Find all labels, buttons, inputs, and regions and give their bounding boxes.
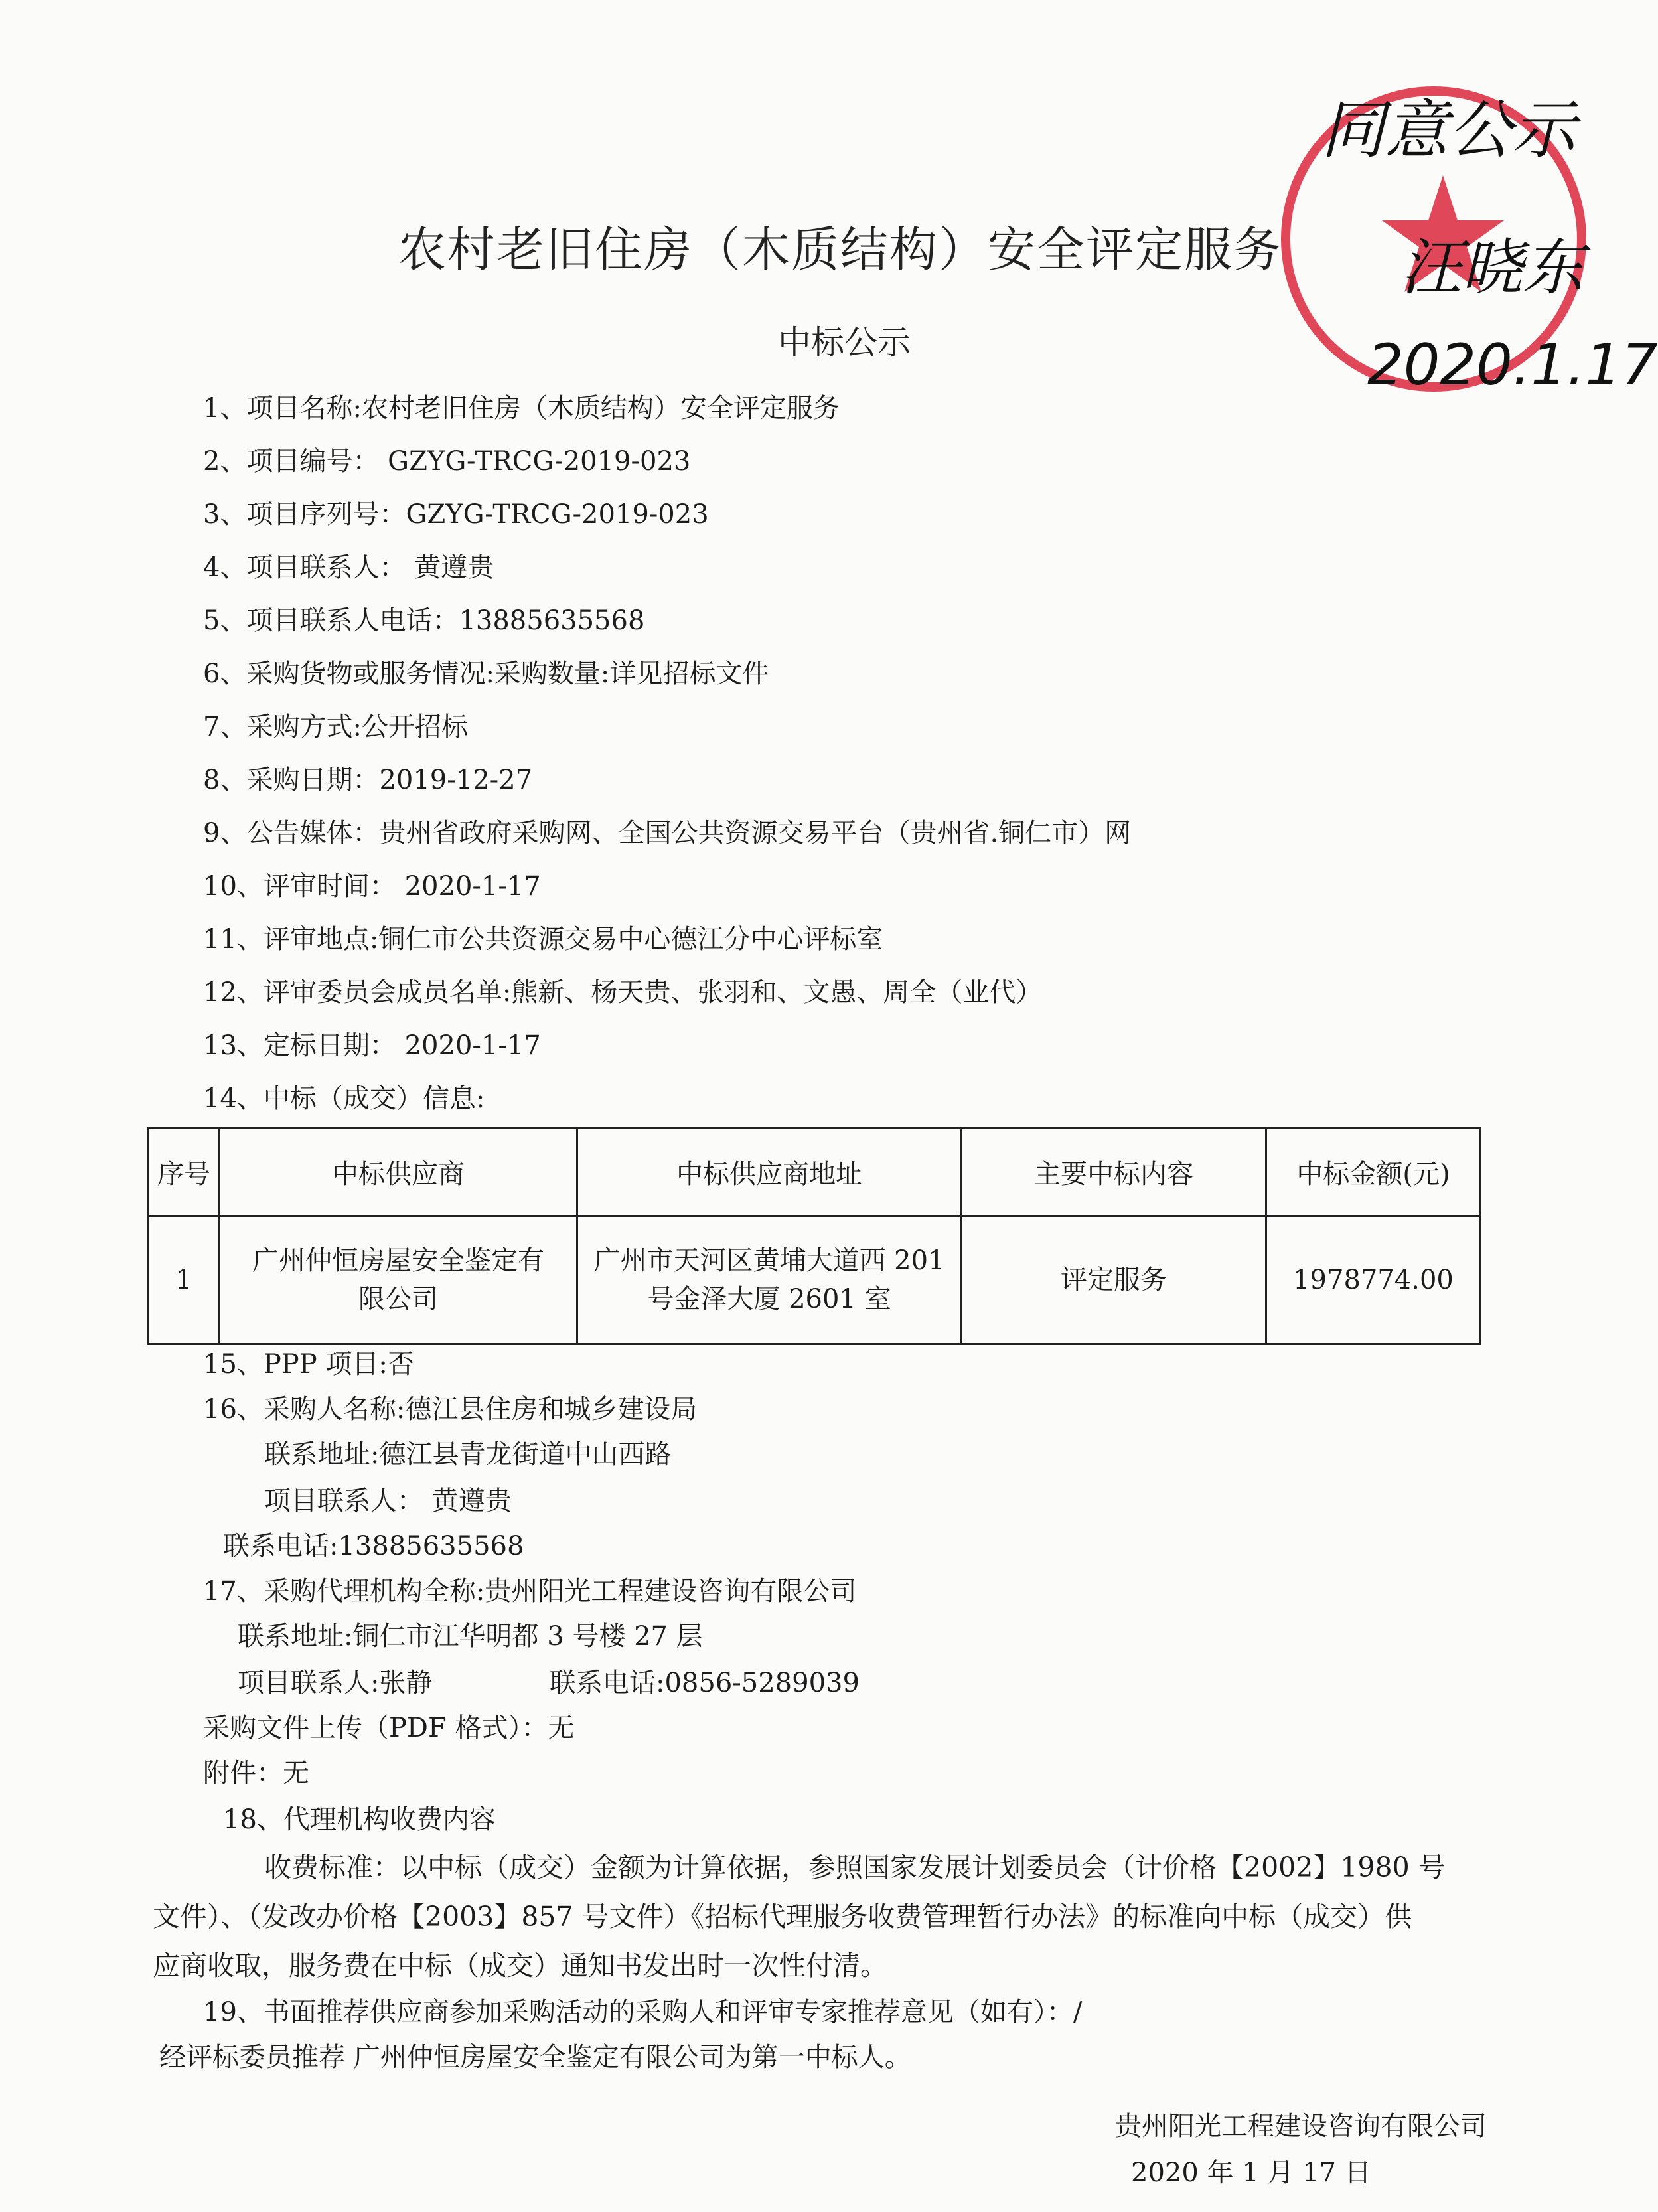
bid-result-table xyxy=(147,1127,1481,1345)
fee-line-2: 文件）、（发改办价格【2003】857 号文件）《招标代理服务收费管理暂行办法》的标准向中标（成交）供 xyxy=(153,1901,1412,1933)
table-header-row xyxy=(149,1128,1481,1216)
row-no: 1 xyxy=(149,1216,220,1344)
handwritten-date: 2020.1.17 xyxy=(1367,332,1658,398)
item-11: 11、评审地点:铜仁市公共资源交易中心德江分中心评标室 xyxy=(203,924,883,955)
row-address-line2: 号金泽大厦 2601 室 xyxy=(647,1284,891,1314)
item-9: 9、公告媒体：贵州省政府采购网、全国公共资源交易平台（贵州省.铜仁市）网 xyxy=(203,818,1132,848)
row-supplier-line2: 限公司 xyxy=(358,1284,438,1314)
item-15: 15、PPP 项目:否 xyxy=(203,1349,414,1380)
row-supplier xyxy=(220,1216,577,1344)
item-19: 19、书面推荐供应商参加采购活动的采购人和评审专家推荐意见（如有）：/ xyxy=(203,1997,1083,2027)
item-6: 6、采购货物或服务情况:采购数量:详见招标文件 xyxy=(203,659,769,689)
fee-line-3: 应商收取，服务费在中标（成交）通知书发出时一次性付清。 xyxy=(153,1950,887,1982)
recommendation: 经评标委员推荐 广州仲恒房屋安全鉴定有限公司为第一中标人。 xyxy=(159,2042,911,2073)
col-header-supplier: 中标供应商 xyxy=(220,1128,577,1216)
item-13: 13、定标日期： 2020-1-17 xyxy=(203,1030,541,1061)
item-5: 5、项目联系人电话：13885635568 xyxy=(203,605,645,636)
col-header-address: 中标供应商地址 xyxy=(577,1128,962,1216)
page-title: 农村老旧住房（木质结构）安全评定服务 xyxy=(398,222,1283,277)
item-2: 2、项目编号： GZYG-TRCG-2019-023 xyxy=(203,446,691,477)
row-amount: 1978774.00 xyxy=(1266,1216,1481,1344)
item-4: 4、项目联系人： 黄遵贵 xyxy=(203,552,494,583)
item-16-address: 联系地址:德江县青龙街道中山西路 xyxy=(264,1439,672,1470)
item-18: 18、代理机构收费内容 xyxy=(223,1804,496,1835)
item-17: 17、采购代理机构全称:贵州阳光工程建设咨询有限公司 xyxy=(203,1576,857,1607)
item-17-address: 联系地址:铜仁市江华明都 3 号楼 27 层 xyxy=(238,1621,703,1652)
item-16-phone: 联系电话:13885635568 xyxy=(223,1531,524,1561)
footer-company: 贵州阳光工程建设咨询有限公司 xyxy=(1115,2111,1487,2142)
col-header-no: 序号 xyxy=(149,1128,220,1216)
page-subtitle: 中标公示 xyxy=(778,323,911,362)
attachment-note: 附件：无 xyxy=(203,1758,309,1788)
item-14: 14、中标（成交）信息: xyxy=(203,1083,485,1114)
row-address xyxy=(577,1216,962,1344)
fee-line-1: 收费标准：以中标（成交）金额为计算依据，参照国家发展计划委员会（计价格【2002】1980 号 xyxy=(264,1852,1446,1883)
handwritten-signature: 汪晓东 xyxy=(1400,232,1584,303)
row-content: 评定服务 xyxy=(962,1216,1266,1344)
item-7: 7、采购方式:公开招标 xyxy=(203,712,468,742)
item-10: 10、评审时间： 2020-1-17 xyxy=(203,871,541,902)
item-12: 12、评审委员会成员名单:熊新、杨天贵、张羽和、文愚、周全（业代） xyxy=(203,977,1043,1008)
table-row xyxy=(149,1216,1481,1344)
handwritten-approval: 同意公示 xyxy=(1321,93,1576,167)
row-address-line1: 广州市天河区黄埔大道西 201 xyxy=(593,1245,945,1276)
item-16-contact: 项目联系人： 黄遵贵 xyxy=(264,1486,512,1516)
row-supplier-line1: 广州仲恒房屋安全鉴定有 xyxy=(252,1245,544,1276)
col-header-amount: 中标金额(元) xyxy=(1266,1128,1481,1216)
col-header-content: 主要中标内容 xyxy=(962,1128,1266,1216)
item-3: 3、项目序列号：GZYG-TRCG-2019-023 xyxy=(203,499,709,530)
item-1: 1、项目名称:农村老旧住房（木质结构）安全评定服务 xyxy=(203,393,840,424)
footer-date: 2020 年 1 月 17 日 xyxy=(1131,2158,1371,2188)
item-16: 16、采购人名称:德江县住房和城乡建设局 xyxy=(203,1394,698,1425)
item-8: 8、采购日期：2019-12-27 xyxy=(203,765,533,795)
item-17-phone: 联系电话:0856-5289039 xyxy=(550,1668,860,1698)
item-17-contact: 项目联系人:张静 xyxy=(238,1668,433,1698)
upload-note: 采购文件上传（PDF 格式）：无 xyxy=(203,1713,575,1743)
